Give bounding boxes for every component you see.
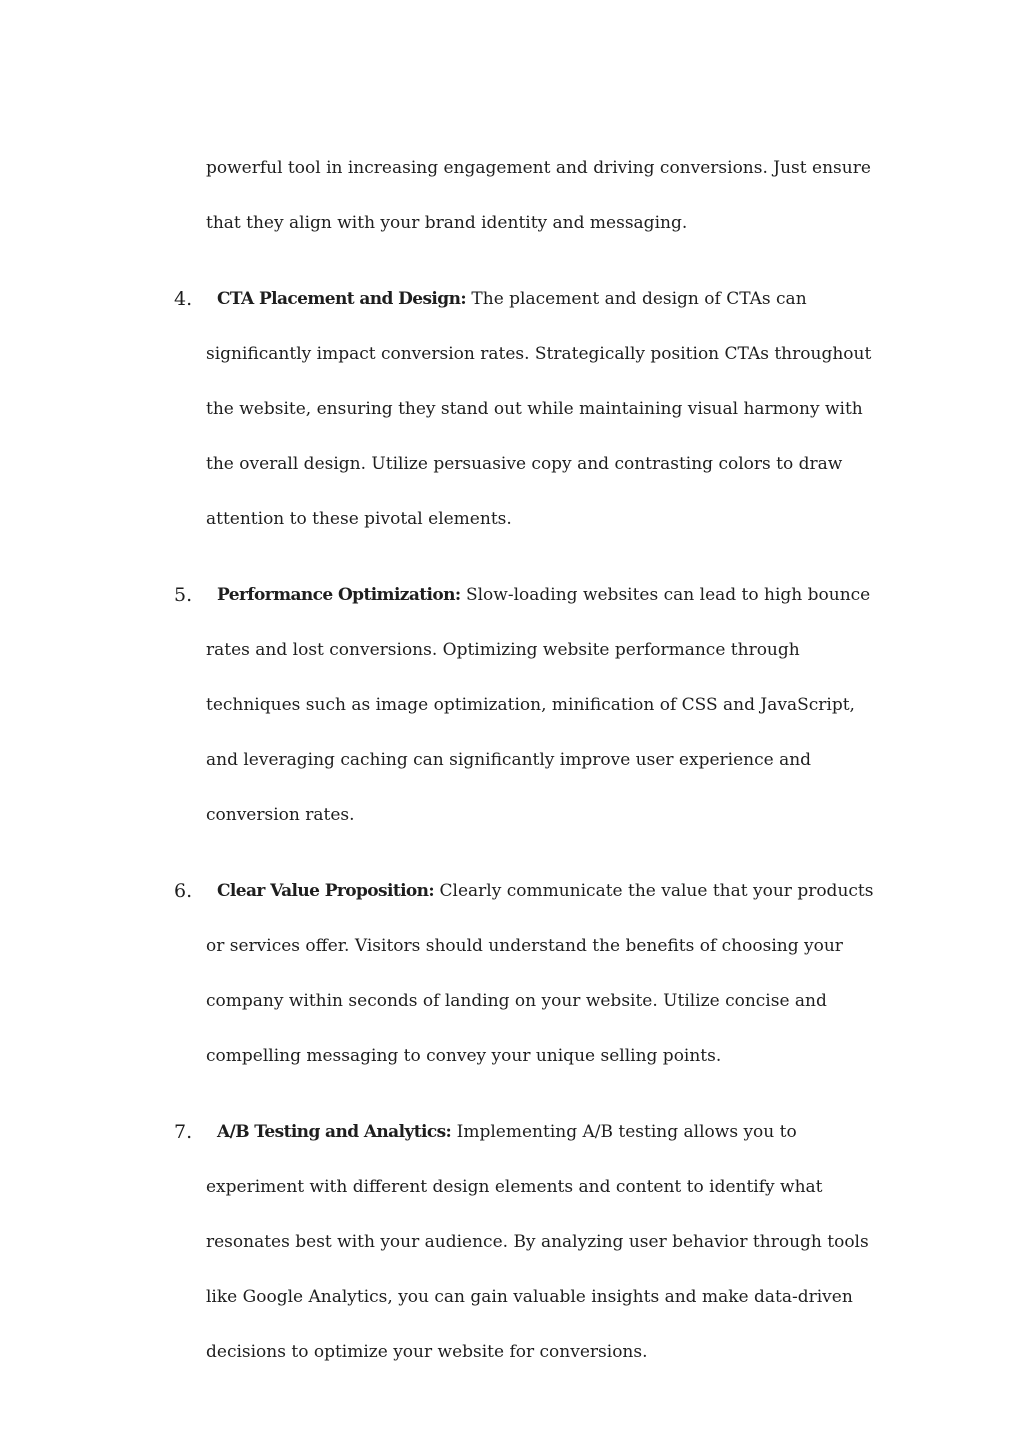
list-item-term: Clear Value Proposition: bbox=[217, 881, 435, 901]
list-item-5 bbox=[174, 568, 886, 843]
list-item-7 bbox=[174, 1105, 886, 1380]
list-number: 4. bbox=[174, 288, 193, 310]
list-item-description: Implementing A/B testing allows you to experiment with different design elements and content to identify what resonates best with your audience. By analyzing user behavior through tools like Google Analytics, you can gain valuable insights and make data-driven decisions to optimize your website for conversions. bbox=[206, 1122, 869, 1362]
list-item-text bbox=[206, 1105, 886, 1380]
list-number: 5. bbox=[174, 584, 193, 606]
list-item-text bbox=[206, 568, 886, 843]
list-item-6 bbox=[174, 864, 886, 1084]
document-body bbox=[174, 141, 886, 1380]
list-item-description: The placement and design of CTAs can significantly impact conversion rates. Strategically position CTAs throughout the website, ensuring they stand out while maintaining visual harmony with the overall design. Utilize persuasive copy and contrasting colors to draw attention to these pivotal elements. bbox=[206, 289, 872, 529]
list-item-term: CTA Placement and Design: bbox=[217, 289, 467, 309]
list-item-description: Slow-loading websites can lead to high bounce rates and lost conversions. Optimizing website performance through techniques such as image optimization, minification of CSS and JavaScript, and leveraging caching can significantly improve user experience and conversion rates. bbox=[206, 585, 871, 825]
list-item-term: A/B Testing and Analytics: bbox=[217, 1122, 452, 1142]
list-number: 6. bbox=[174, 880, 193, 902]
list-item-text bbox=[206, 272, 886, 547]
list-item-text bbox=[206, 864, 886, 1084]
list-item-term: Performance Optimization: bbox=[217, 585, 461, 605]
intro-paragraph: powerful tool in increasing engagement and driving conversions. Just ensure that they align with your brand identity and messaging. bbox=[206, 158, 871, 233]
list-item-4 bbox=[174, 272, 886, 547]
list-item-description: Clearly communicate the value that your products or services offer. Visitors should understand the benefits of choosing your company within seconds of landing on your website. Utilize concise and compelling messaging to convey your unique selling points. bbox=[206, 881, 874, 1066]
list-number: 7. bbox=[174, 1121, 193, 1143]
